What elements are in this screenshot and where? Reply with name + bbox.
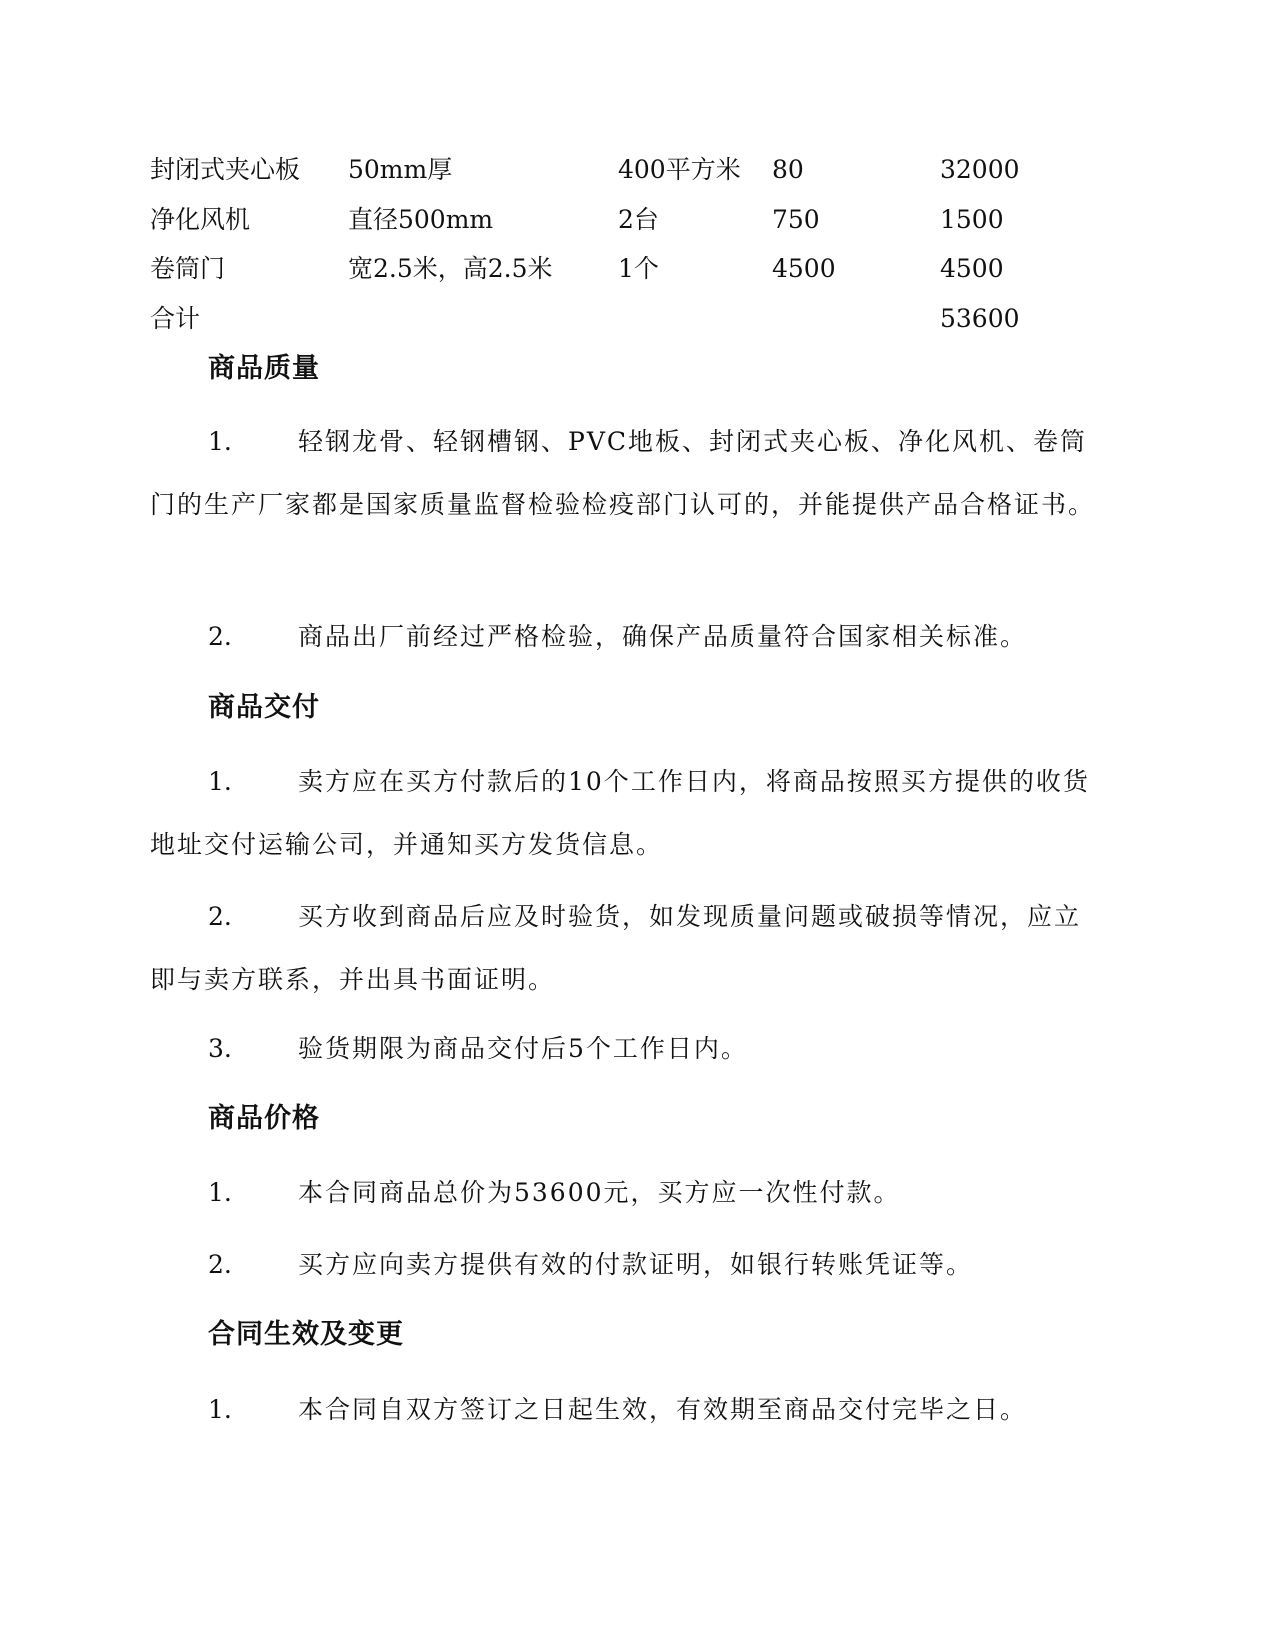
price-clause-2 <box>150 1233 1098 1296</box>
table-row <box>150 157 1050 207</box>
item-amount: 1500 <box>940 204 1004 234</box>
item-spec: 直径500mm <box>348 204 494 234</box>
item-amount: 32000 <box>940 155 1020 184</box>
item-quantity: 400平方米 <box>618 155 741 184</box>
clause-text: 轻钢龙骨、轻钢槽钢、PVC地板、封闭式夹心板、净化风机、卷筒门的生产厂家都是国家质量监督检验检疫部门认可的，并能提供产品合格证书。 <box>150 427 1096 519</box>
section-heading-price: 商品价格 <box>208 1103 320 1134</box>
clause-text: 本合同自双方签订之日起生效，有效期至商品交付完毕之日。 <box>298 1395 1028 1424</box>
clause-number: 3. <box>208 1034 232 1063</box>
clause-text: 卖方应在买方付款后的10个工作日内，将商品按照买方提供的收货地址交付运输公司，并通知买方发货信息。 <box>150 767 1090 859</box>
clause-text: 验货期限为商品交付后5个工作日内。 <box>298 1034 748 1063</box>
item-name: 封闭式夹心板 <box>150 155 301 184</box>
item-name: 卷筒门 <box>150 254 226 283</box>
effect-clause-1 <box>150 1378 1098 1441</box>
item-quantity: 1个 <box>618 254 659 283</box>
item-quantity: 2台 <box>618 204 659 234</box>
item-unit-price: 80 <box>772 155 804 184</box>
clause-number: 1. <box>208 767 232 796</box>
clause-text: 商品出厂前经过严格检验，确保产品质量符合国家相关标准。 <box>298 622 1028 651</box>
item-unit-price: 750 <box>772 204 820 234</box>
delivery-clause-3 <box>150 1017 1098 1080</box>
clause-number: 1. <box>208 1178 232 1207</box>
item-unit-price: 4500 <box>772 254 836 283</box>
total-label: 合计 <box>150 303 201 333</box>
table-row <box>150 256 1050 306</box>
section-heading-effect: 合同生效及变更 <box>208 1319 404 1350</box>
delivery-clause-2 <box>150 885 1098 1011</box>
table-row <box>150 204 1050 257</box>
item-spec: 50mm厚 <box>348 155 453 184</box>
item-name: 净化风机 <box>150 204 251 234</box>
table-total-row <box>150 303 1050 356</box>
quality-clause-1 <box>150 410 1098 536</box>
clause-number: 2. <box>208 1250 232 1279</box>
clause-number: 2. <box>208 902 232 931</box>
total-amount: 53600 <box>940 303 1020 333</box>
section-heading-delivery: 商品交付 <box>208 692 320 723</box>
clause-text: 本合同商品总价为53600元，买方应一次性付款。 <box>298 1178 901 1207</box>
delivery-clause-1 <box>150 750 1098 876</box>
item-spec: 宽2.5米，高2.5米 <box>348 254 553 283</box>
clause-text: 买方应向卖方提供有效的付款证明，如银行转账凭证等。 <box>298 1250 974 1279</box>
clause-number: 1. <box>208 427 232 456</box>
section-heading-quality: 商品质量 <box>208 353 320 384</box>
clause-number: 2. <box>208 622 232 651</box>
clause-number: 1. <box>208 1395 232 1424</box>
item-amount: 4500 <box>940 254 1004 283</box>
price-clause-1 <box>150 1161 1098 1224</box>
clause-text: 买方收到商品后应及时验货，如发现质量问题或破损等情况，应立即与卖方联系，并出具书面证明。 <box>150 902 1082 994</box>
price-table <box>150 157 1050 355</box>
quality-clause-2 <box>150 605 1098 668</box>
